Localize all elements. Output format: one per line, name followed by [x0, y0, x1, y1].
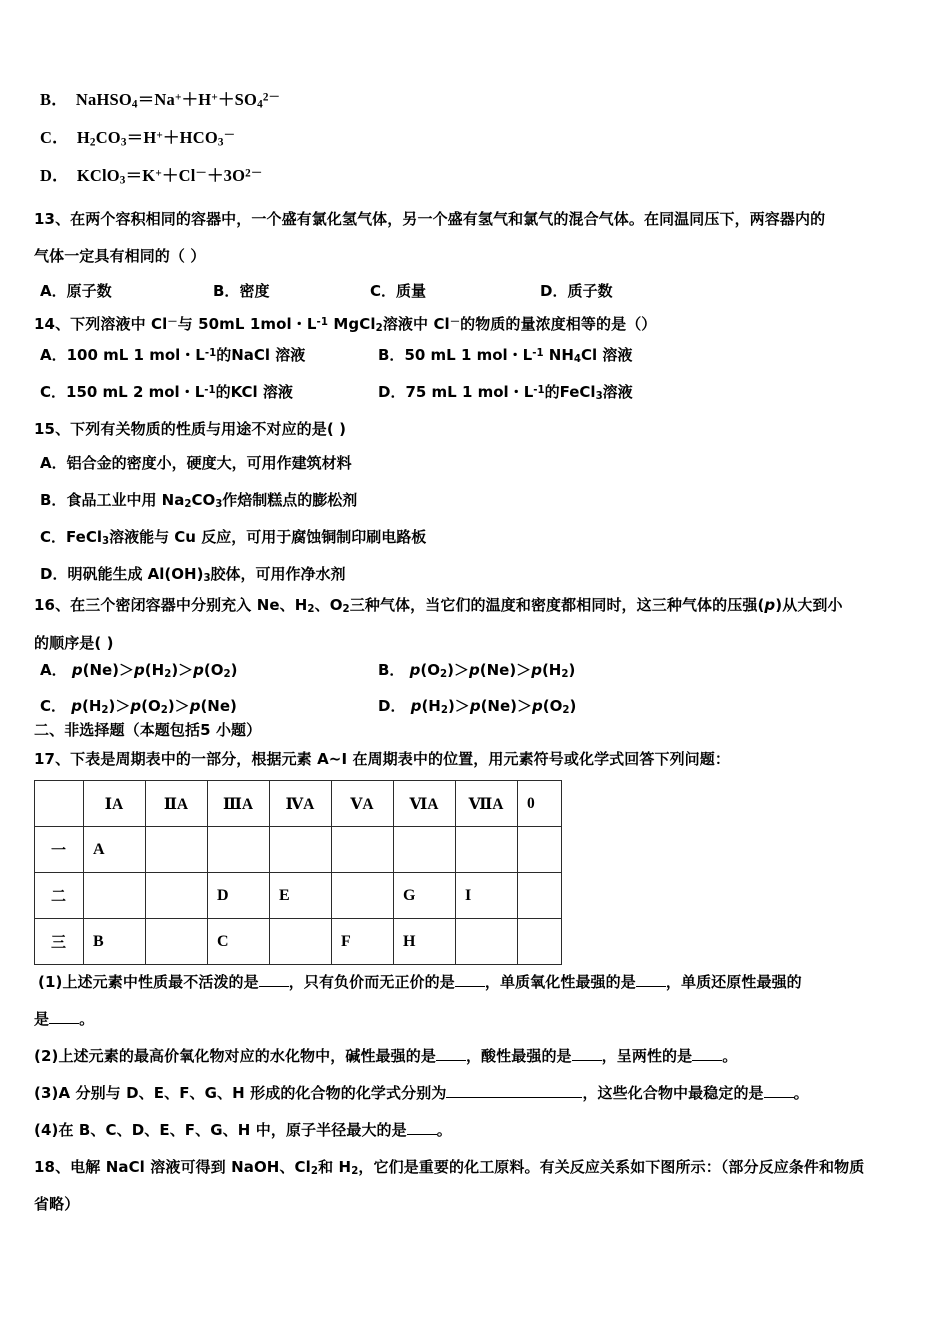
- q17-sub-3-text-c: 。: [793, 1084, 809, 1102]
- q12-option-d-letter: D．: [40, 166, 69, 185]
- section-2-heading: 二、非选择题（本题包括5 小题）: [34, 721, 262, 739]
- cell-p2-via: G: [394, 873, 456, 919]
- q13-stem-line-1: 13、在两个容积相同的容器中，一个盛有氯化氢气体，另一个盛有氢气和氯气的混合气体。在同温同压下，两容器内的: [34, 210, 826, 228]
- cell-p3-zero: [518, 919, 562, 965]
- q17-sub-4-text-b: 。: [436, 1121, 452, 1139]
- q14-option-d-label: 75 mL 1 mol・$L^{-1}$的FeCl$_3$溶液: [405, 383, 633, 403]
- q13-option-b-label: 密度: [239, 282, 270, 300]
- q16-option-d-label: $p(H_2)>p(Ne)>p(O_2)$: [410, 697, 577, 717]
- q17-blank-3-1[interactable]: [446, 1097, 582, 1098]
- q14-option-c-label: 150 mL 2 mol・$L^{-1}$的KCl 溶液: [66, 383, 293, 401]
- q16-stem-line-1: 16、在三个密闭容器中分别充入 Ne、$H_2$、$O_2$三种气体，当它们的温度和密度都相同时，这三种气体的压强(p)从大到小: [34, 596, 843, 616]
- q14-option-a-letter: A．: [40, 346, 67, 364]
- q12-option-b-letter: B．: [40, 90, 68, 109]
- q16-option-c-label: $p(H_2)>p(O_2)>p(Ne)$: [71, 697, 237, 717]
- row-label-period-3: 三: [35, 919, 84, 965]
- q15-option-d-label: 明矾能生成 $Al(OH)_3$胶体，可用作净水剂: [67, 565, 346, 585]
- q17-blank-1-3[interactable]: [636, 986, 666, 987]
- q12-option-c-letter: C．: [40, 128, 69, 147]
- q13-option-a-letter: A．: [40, 282, 67, 300]
- q13-stem-line-2: 气体一定具有相同的（ ）: [34, 247, 206, 265]
- q13-option-b-letter: B．: [213, 282, 240, 300]
- cell-p3-ia: B: [84, 919, 146, 965]
- table-row: [35, 827, 562, 873]
- q12-option-c-formula: $H_2CO_3=H^++HCO_3^-$: [76, 128, 236, 149]
- q14-option-a-label: 100 mL 1 mol・$L^{-1}$的NaCl 溶液: [66, 346, 306, 364]
- q17-sub-1-text-b: ，只有负价而无正价的是: [288, 973, 455, 991]
- q13-option-d[interactable]: [540, 284, 612, 299]
- header-cell-iva: ⅣA: [270, 781, 332, 827]
- q17-sub-3: [34, 1086, 809, 1101]
- q17-blank-1-2[interactable]: [455, 986, 485, 987]
- table-header-row: [35, 781, 562, 827]
- q14-stem: 14、下列溶液中 Cl－与 50mL 1mol・$L^{-1}$ MgCl$_2$溶液中 Cl－的物质的量浓度相等的是（）: [34, 315, 657, 335]
- q15-option-b-letter: B．: [40, 491, 67, 509]
- cell-p1-zero: [518, 827, 562, 873]
- q15-option-a-letter: A．: [40, 454, 67, 472]
- q17-sub-1-text-e: 是: [34, 1010, 50, 1028]
- q17-sub-1-line-1: [38, 975, 802, 990]
- q14-option-c-letter: C．: [40, 383, 67, 401]
- q17-sub-4: [34, 1123, 452, 1138]
- cell-p3-va: F: [332, 919, 394, 965]
- q17-sub-1-line-2: [34, 1012, 94, 1027]
- q16-option-d[interactable]: [378, 699, 576, 716]
- q14-option-d[interactable]: [378, 385, 633, 402]
- cell-p2-ia: [84, 873, 146, 919]
- q16-option-b-letter: B．: [378, 661, 405, 679]
- q17-sub-2-text-a: (2)上述元素的最高价氧化物对应的水化物中，碱性最强的是: [34, 1047, 436, 1065]
- q17-sub-3-text-a: (3)A 分别与 D、E、F、G、H 形成的化合物的化学式分别为: [34, 1084, 447, 1102]
- q15-option-a-label: 铝合金的密度小，硬度大，可用作建筑材料: [66, 454, 352, 472]
- q13-option-c[interactable]: [370, 284, 426, 299]
- q17-blank-3-2[interactable]: [764, 1097, 794, 1098]
- q16-option-c[interactable]: [40, 699, 237, 716]
- cell-p3-iva: [270, 919, 332, 965]
- q18-line-1: 18、电解 NaCl 溶液可得到 NaOH、$Cl_2$和 $H_2$，它们是重要的化工原料。有关反应关系如下图所示：（部分反应条件和物质: [34, 1158, 865, 1178]
- cell-p2-va: [332, 873, 394, 919]
- q14-option-c[interactable]: [40, 385, 293, 400]
- q15-option-b-label: 食品工业中用 $Na_2CO_3$作焙制糕点的膨松剂: [66, 491, 358, 511]
- q15-option-c-letter: C．: [40, 528, 67, 546]
- cell-p2-zero: [518, 873, 562, 919]
- q14-option-d-letter: D．: [378, 383, 406, 401]
- q13-option-a[interactable]: [40, 284, 112, 299]
- q16-option-b-label: $p(O_2)>p(Ne)>p(H_2)$: [409, 661, 576, 681]
- q16-option-a-letter: A．: [40, 661, 67, 679]
- q15-stem: 15、下列有关物质的性质与用途不对应的是( ): [34, 420, 347, 438]
- header-cell-zero: 0: [518, 781, 562, 827]
- q13-option-d-letter: D．: [540, 282, 568, 300]
- q12-option-d-formula: $KClO_3=K^++Cl^-+3O^{2-}$: [76, 166, 263, 187]
- header-cell-via: ⅥA: [394, 781, 456, 827]
- q17-sub-2-text-d: 。: [722, 1047, 738, 1065]
- q17-sub-4-text-a: (4)在 B、C、D、E、F、G、H 中，原子半径最大的是: [34, 1121, 407, 1139]
- cell-p1-iva: [270, 827, 332, 873]
- q13-option-c-letter: C．: [370, 282, 397, 300]
- cell-p2-iia: [146, 873, 208, 919]
- q17-sub-2: [34, 1049, 737, 1064]
- cell-p2-iva: E: [270, 873, 332, 919]
- cell-p1-viia: [456, 827, 518, 873]
- q16-option-d-letter: D．: [378, 697, 406, 715]
- cell-p3-iiia: C: [208, 919, 270, 965]
- header-cell-va: ⅤA: [332, 781, 394, 827]
- q17-blank-4-1[interactable]: [407, 1134, 437, 1135]
- q13-option-c-label: 质量: [396, 282, 427, 300]
- q14-option-b-letter: B．: [378, 346, 405, 364]
- q17-blank-2-1[interactable]: [436, 1060, 466, 1061]
- q17-sub-2-text-b: ，酸性最强的是: [465, 1047, 572, 1065]
- q17-sub-1-text-a: (1)上述元素中性质最不活泼的是: [38, 973, 259, 991]
- header-cell-ia: ⅠA: [84, 781, 146, 827]
- q16-option-a[interactable]: [40, 663, 237, 680]
- q13-option-b[interactable]: [213, 284, 269, 299]
- q13-option-a-label: 原子数: [66, 282, 112, 300]
- cell-p1-via: [394, 827, 456, 873]
- periodic-table-body: [35, 781, 562, 965]
- cell-p3-viia: [456, 919, 518, 965]
- cell-p3-via: H: [394, 919, 456, 965]
- q12-option-c: [40, 130, 235, 149]
- q16-option-c-letter: C．: [40, 697, 67, 715]
- table-row: [35, 873, 562, 919]
- q17-sub-1-text-f: 。: [79, 1010, 95, 1028]
- q15-option-d[interactable]: [40, 567, 346, 584]
- cell-p1-ia: A: [84, 827, 146, 873]
- cell-p1-iiia: [208, 827, 270, 873]
- q15-option-c-label: FeCl$_3$溶液能与 Cu 反应，可用于腐蚀铜制印刷电路板: [66, 528, 427, 548]
- q17-blank-1-4[interactable]: [49, 1023, 79, 1024]
- q17-blank-2-3[interactable]: [692, 1060, 722, 1061]
- cell-p2-iiia: D: [208, 873, 270, 919]
- table-row: [35, 919, 562, 965]
- q17-blank-2-2[interactable]: [572, 1060, 602, 1061]
- cell-p1-iia: [146, 827, 208, 873]
- header-cell-viia: ⅦA: [456, 781, 518, 827]
- cell-p3-iia: [146, 919, 208, 965]
- q15-option-a[interactable]: [40, 456, 352, 471]
- q14-option-a[interactable]: [40, 348, 305, 363]
- cell-p1-va: [332, 827, 394, 873]
- row-label-period-1: 一: [35, 827, 84, 873]
- q17-sub-2-text-c: ，呈两性的是: [601, 1047, 693, 1065]
- q15-option-c[interactable]: [40, 530, 426, 547]
- header-cell-iia: ⅡA: [146, 781, 208, 827]
- q17-sub-1-text-c: ，单质氧化性最强的是: [484, 973, 636, 991]
- cell-p2-viia: I: [456, 873, 518, 919]
- q16-stem-line-2: 的顺序是( ): [34, 634, 114, 652]
- q17-sub-3-text-b: ，这些化合物中最稳定的是: [582, 1084, 764, 1102]
- q13-option-d-label: 质子数: [567, 282, 613, 300]
- periodic-table: [34, 780, 562, 965]
- q17-blank-1-1[interactable]: [259, 986, 289, 987]
- q16-option-b[interactable]: [378, 663, 575, 680]
- header-cell-corner: [35, 781, 84, 827]
- q12-option-b: [40, 92, 280, 111]
- header-cell-iiia: ⅢA: [208, 781, 270, 827]
- q16-option-a-label: $p(Ne)>p(H_2)>p(O_2)$: [71, 661, 238, 681]
- q14-option-b-label: 50 mL 1 mol・$L^{-1}$ $NH_4Cl$ 溶液: [404, 346, 633, 366]
- row-label-period-2: 二: [35, 873, 84, 919]
- q15-option-b[interactable]: [40, 493, 357, 510]
- q12-option-b-formula: $NaHSO_4=Na^++H^++SO_4^{2-}$: [75, 90, 281, 111]
- q15-option-d-letter: D．: [40, 565, 68, 583]
- q18-line-2: 省略）: [34, 1195, 80, 1213]
- q17-stem: 17、下表是周期表中的一部分，根据元素 A~I 在周期表中的位置，用元素符号或化学式回答下列问题：: [34, 750, 730, 768]
- q12-option-d: [40, 168, 262, 187]
- q17-sub-1-text-d: ，单质还原性最强的: [665, 973, 802, 991]
- q14-option-b[interactable]: [378, 348, 632, 365]
